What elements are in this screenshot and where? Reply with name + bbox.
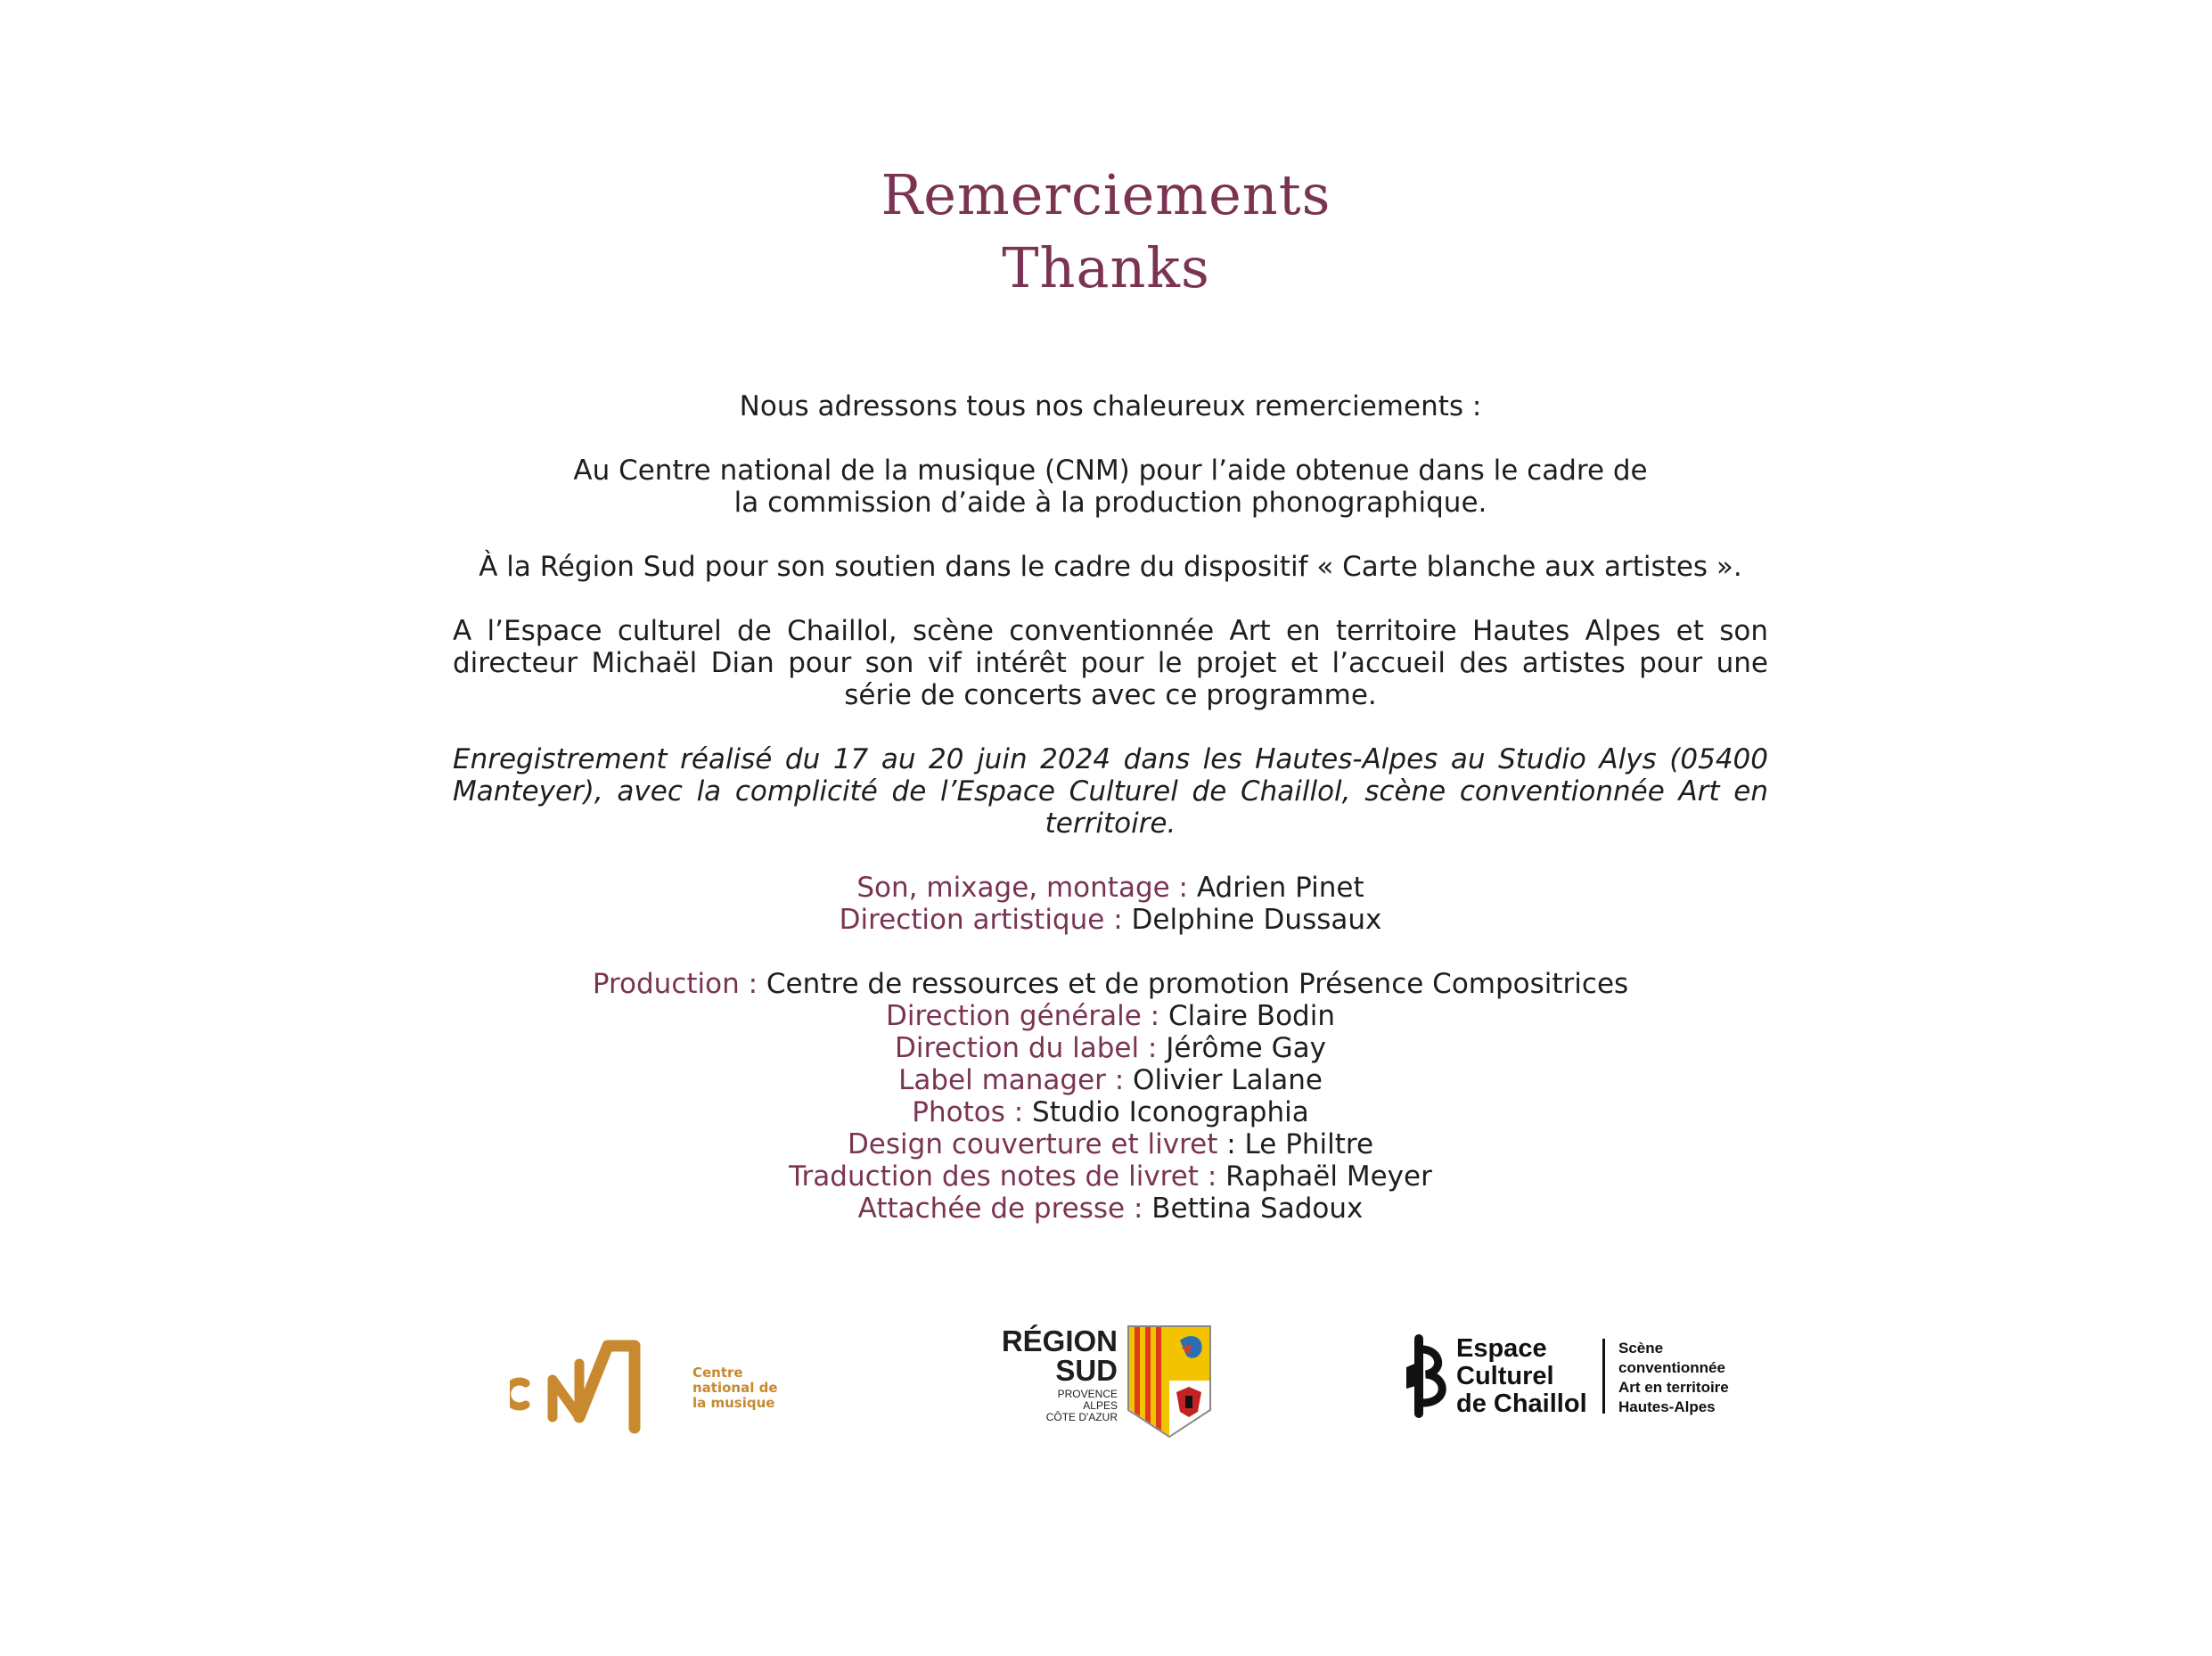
credit-line [453,1064,1768,1096]
espace-mark-icon [1401,1332,1454,1421]
credit-name: Studio Iconographia [1023,1096,1309,1128]
region-sud-logo [998,1321,1221,1446]
cnm-thanks-line-1: Au Centre national de la musique (CNM) pour l’aide obtenue dans le cadre de [573,455,1648,487]
credit-name: Bettina Sadoux [1143,1193,1364,1225]
title-french: Remerciements [881,162,1331,227]
credit-line [453,968,1768,1000]
cnm-logo [510,1328,795,1444]
region-shield-icon [1126,1324,1212,1439]
credit-name: Delphine Dussaux [1122,904,1382,936]
credit-role: Direction du label : [895,1032,1158,1064]
credit-role: Label manager : [898,1064,1125,1096]
credit-line [453,1128,1768,1160]
credit-role: Traduction des notes de livret : [789,1160,1217,1193]
recording-credits [453,872,1768,936]
region-thanks-paragraph: À la Région Sud pour son soutien dans le cadre du dispositif « Carte blanche aux artistes ». [479,551,1742,583]
credit-line [453,1193,1768,1225]
credit-name: Adrien Pinet [1188,872,1364,904]
cnm-mark-icon [510,1328,688,1444]
partner-logos [0,1319,2212,1462]
credit-role: Design couverture et livret [847,1128,1218,1160]
credit-name: Claire Bodin [1159,1000,1335,1032]
cnm-thanks-line-2: la commission d’aide à la production phonographique. [733,487,1487,519]
credit-name: Olivier Lalane [1124,1064,1323,1096]
espace-name: Espace Culturel de Chaillol [1456,1334,1587,1418]
credit-line [453,1032,1768,1064]
credit-name: : Le Philtre [1217,1128,1374,1160]
credit-role: Son, mixage, montage : [856,872,1188,904]
credit-line [453,1000,1768,1032]
espace-culturel-logo [1401,1332,1757,1439]
credit-name: Jérôme Gay [1157,1032,1326,1064]
region-sud-subtitle: PROVENCE ALPES CÔTE D'AZUR [1045,1388,1118,1423]
credit-role: Attachée de presse : [857,1193,1143,1225]
credit-name: Centre de ressources et de promotion Présence Compositrices [758,968,1629,1000]
credit-name: Raphaël Meyer [1217,1160,1432,1193]
credit-role: Direction artistique : [839,904,1123,936]
credit-role: Photos : [912,1096,1024,1128]
credit-line [453,1160,1768,1193]
production-credits [453,968,1768,1225]
recording-note-paragraph: Enregistrement réalisé du 17 au 20 juin 2024 dans les Hautes-Alpes au Studio Alys (05400 Manteyer), avec la complicité de l’Espace Culturel de Chaillol, scène conventionnée Art en territoire. [453,743,1768,840]
cnm-logo-text: Centre national de la musique [692,1365,778,1411]
credit-role: Production : [592,968,758,1000]
credit-line [453,872,1768,904]
page-title [0,159,2212,305]
cnm-thanks-paragraph [453,455,1768,519]
credit-line [453,1096,1768,1128]
espace-divider [1602,1339,1605,1414]
espace-description: Scène conventionnée Art en territoire Hautes-Alpes [1618,1340,1729,1415]
title-english: Thanks [1002,235,1210,300]
credit-role: Direction générale : [886,1000,1160,1032]
credit-line [453,904,1768,936]
region-sud-title: RÉGION SUD [1001,1324,1118,1387]
chaillol-thanks-paragraph: A l’Espace culturel de Chaillol, scène conventionnée Art en territoire Hautes Alpes et son directeur Michaël Dian pour son vif intérêt pour le projet et l’accueil des artistes pour une série de concerts avec ce programme. [453,615,1768,711]
intro-paragraph: Nous adressons tous nos chaleureux remerciements : [739,390,1482,422]
thanks-body [453,390,1768,1257]
